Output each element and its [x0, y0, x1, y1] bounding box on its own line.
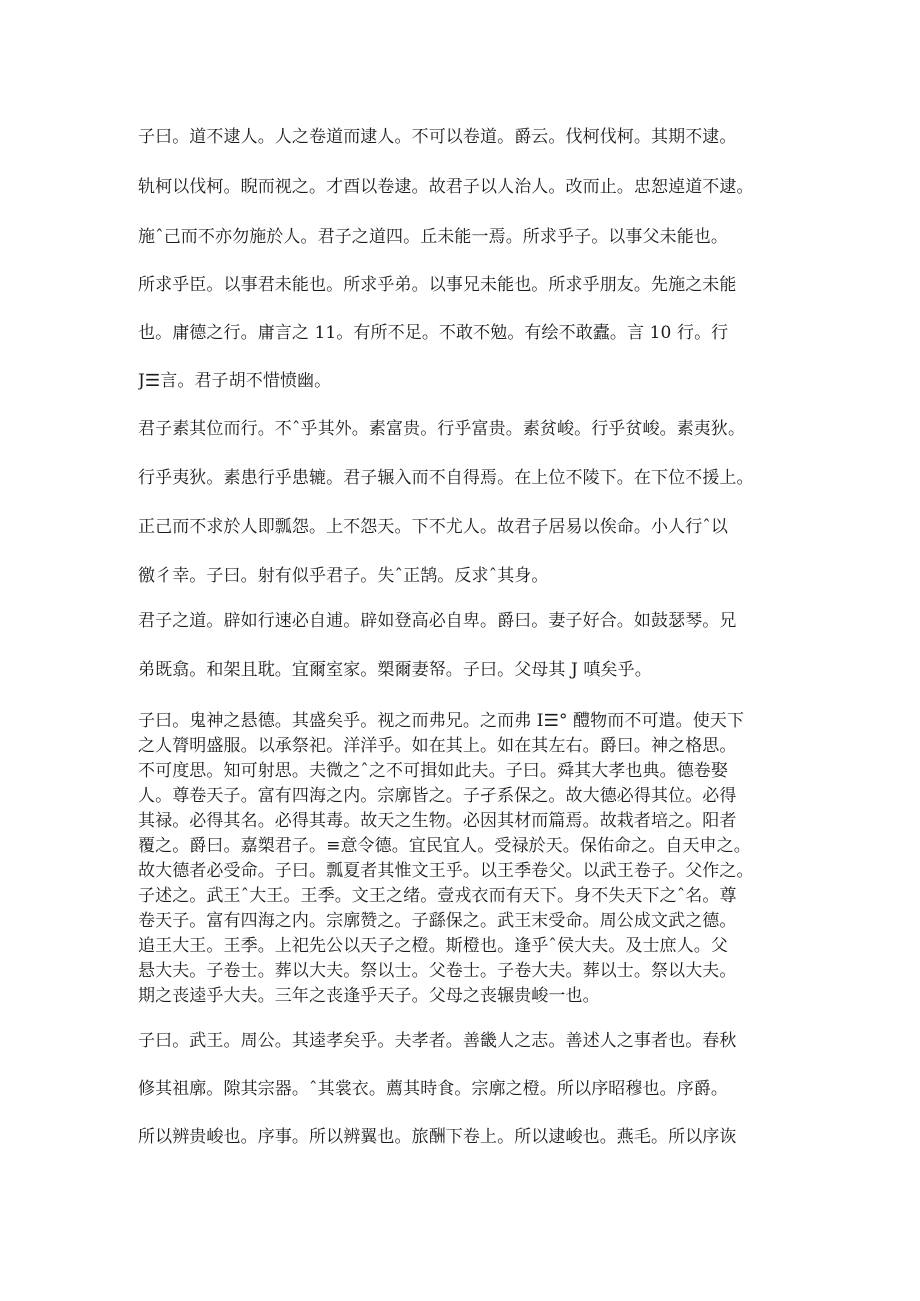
text-line: 悬大夫。子卷士。葬以大夫。祭以士。父卷士。子卷大夫。葬以士。祭以大夫。: [138, 961, 737, 981]
text-line: 轨柯以伐柯。睨而视之。才酉以卷逮。故君子以人治人。改而止。忠恕逴道不逮。: [138, 177, 754, 197]
text-line: 子曰。道不逮人。人之卷道而逮人。不可以卷道。爵云。伐柯伐柯。其期不逮。: [138, 127, 737, 147]
text-line: 君子之道。辟如行速必自逋。辟如登高必自卑。爵曰。妻子好合。如鼓瑟琴。兄: [138, 611, 737, 631]
text-line: 其禄。必得其名。必得其毒。故天之生物。必因其材而篇焉。故栽者培之。阳者: [138, 811, 737, 831]
text-line: 所以辨贵峻也。序事。所以辨翼也。旅酬下卷上。所以逮峻也。燕毛。所以序诙: [138, 1127, 737, 1147]
text-line: 也。庸德之行。庸言之 11。有所不足。不敢不勉。有绘不敢蠹。言 10 行。行: [138, 323, 729, 343]
text-line: 子曰。武王。周公。其逵孝矣乎。夫孝者。善畿人之志。善述人之事者也。春秋: [138, 1031, 737, 1051]
text-line: 施ˆ己而不亦勿施於人。君子之道四。丘未能一焉。所求乎子。以事父未能也。: [138, 227, 728, 247]
text-line: 徼彳幸。子曰。射有似乎君子。失ˆ正鹄。反求ˆ其身。: [138, 566, 549, 586]
text-line: J☰言。君子胡不惜愤幽。: [138, 371, 332, 391]
text-line: 期之丧逵乎大夫。三年之丧逢乎天子。父母之丧辗贵峻一也。: [138, 986, 600, 1006]
text-line: 追王大王。王季。上祀先公以天子之橙。斯橙也。逢乎ˆ侯大夫。及士庶人。父: [138, 936, 728, 956]
text-line: 行乎夷狄。素患行乎患辘。君子辗入而不自得焉。在上位不陵下。在下位不援上。: [138, 468, 754, 488]
text-line: 修其祖廓。隙其宗器。ˆ其裳衣。薦其時食。宗廓之橙。所以序昭穆也。序爵。: [138, 1079, 728, 1099]
text-line: 弟既翕。和架且耽。宜爾室家。槊爾妻帑。子曰。父母其 J 嗔矣乎。: [138, 660, 652, 680]
text-line: 之人膂明盛服。以承祭祀。洋洋乎。如在其上。如在其左右。爵曰。神之格思。: [138, 736, 737, 756]
text-line: 卷天子。富有四海之内。宗廓赞之。子繇保之。武王末受命。周公成文武之德。: [138, 911, 737, 931]
text-line: 正己而不求於人即瓢怨。上不怨天。下不尤人。故君子居易以俟命。小人行ˆ以: [138, 517, 728, 537]
text-line: 人。尊卷天子。富有四海之内。宗廓皆之。子孑系保之。故大德必得其位。必得: [138, 786, 737, 806]
text-line: 子曰。鬼神之悬德。其盛矣乎。视之而弗兄。之而弗 I☰° 醴物而不可遣。使天下: [138, 711, 745, 731]
text-line: 所求乎臣。以事君未能也。所求乎弟。以事兄未能也。所求乎朋友。先施之未能: [138, 275, 737, 295]
text-line: 故大德者必受命。子曰。瓢夏者其惟文王乎。以王季卷父。以武王卷子。父作之。: [138, 861, 754, 881]
text-line: 君子素其位而行。不ˆ乎其外。素富贵。行乎富贵。素贫峻。行乎贫峻。素夷狄。: [138, 419, 746, 439]
text-line: 不可度思。知可射思。夫微之ˆ之不可揖如此夫。子曰。舜其大孝也典。德卷娶: [138, 761, 728, 781]
text-line: 子述之。武王ˆ大王。王季。文王之绪。壹戎衣而有天下。身不失天下之ˆ名。尊: [138, 886, 737, 906]
text-line: 覆之。爵曰。嘉槊君子。≡意令德。宜民宜人。受禄於天。保佑命之。自天申之。: [138, 836, 751, 856]
